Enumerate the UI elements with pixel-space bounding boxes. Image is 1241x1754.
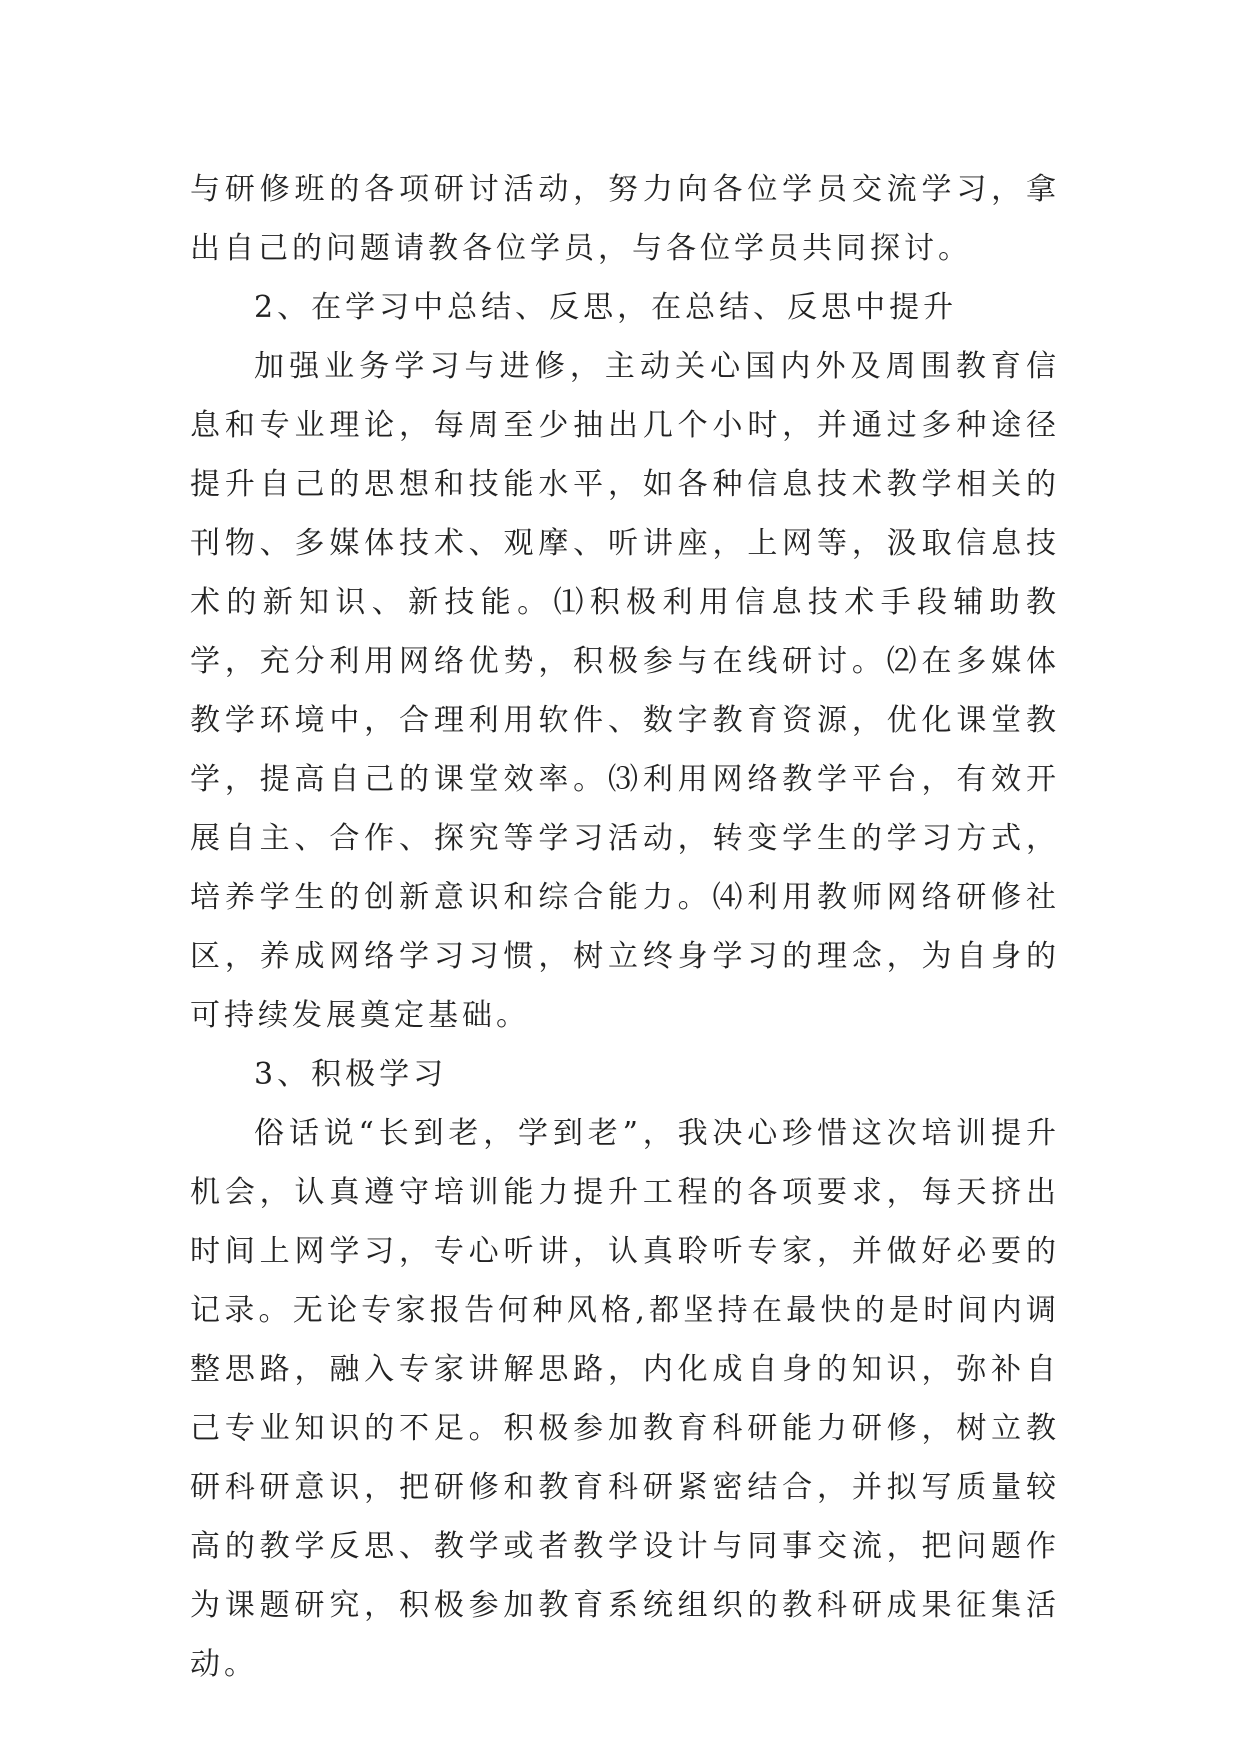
section-heading-3: 3、积极学习	[254, 1057, 448, 1092]
paragraph-study-reflection: 加强业务学习与进修，主动关心国内外及周围教育信息和专业理论，每周至少抽出几个小时，并通过多种途径提升自己的思想和技能水平，如各种信息技术教学相关的刊物、多媒体技术、观摩、听讲座，上网等，汲取信息技术的新知识、新技能。⑴积极利用信息技术手段辅助教学，充分利用网络优势，积极参与在线研讨。⑵在多媒体教学环境中，合理利用软件、数字教育资源，优化课堂教学，提高自己的课堂效率。⑶利用网络教学平台，有效开展自主、合作、探究等学习活动，转变学生的学习方式，培养学生的创新意识和综合能力。⑷利用教师网络研修社区，养成网络学习习惯，树立终身学习的理念，为自身的可持续发展奠定基础。	[190, 349, 1060, 1033]
paragraph-active-learning: 俗话说“长到老，学到老”，我决心珍惜这次培训提升机会，认真遵守培训能力提升工程的各项要求，每天挤出时间上网学习，专心听讲，认真聆听专家，并做好必要的记录。无论专家报告何种风格,都坚持在最快的是时间内调整思路，融入专家讲解思路，内化成自身的知识，弥补自己专业知识的不足。积极参加教育科研能力研修，树立教研科研意识，把研修和教育科研紧密结合，并拟写质量较高的教学反思、教学或者教学设计与同事交流，把问题作为课题研究，积极参加教育系统组织的教科研成果征集活动。	[190, 1116, 1060, 1682]
section-heading-2: 2、在学习中总结、反思，在总结、反思中提升	[254, 290, 958, 325]
paragraph-continued: 与研修班的各项研讨活动，努力向各位学员交流学习，拿出自己的问题请教各位学员，与各位学员共同探讨。	[190, 172, 1060, 266]
document-body	[190, 160, 1060, 1694]
